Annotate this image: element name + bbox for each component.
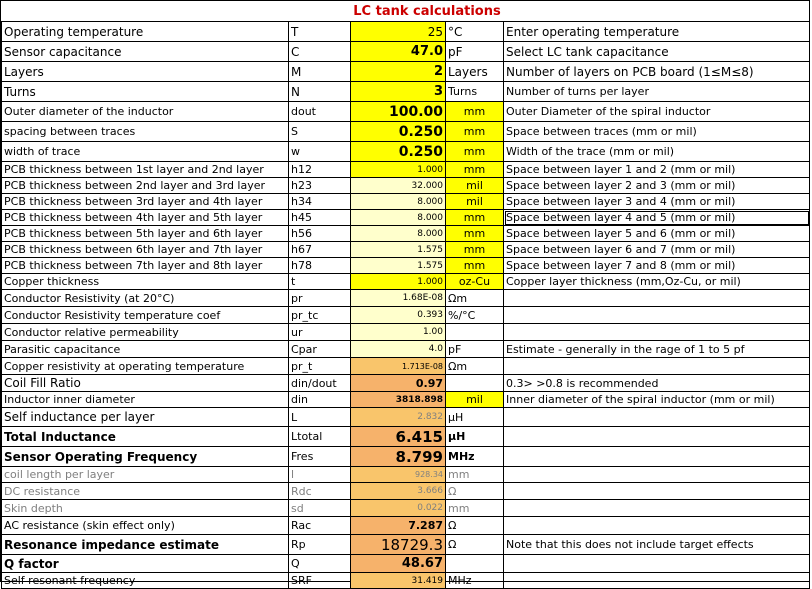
note-cell[interactable]: Enter operating temperature [504, 22, 810, 42]
unit-select[interactable]: mil [446, 178, 504, 194]
label-cell[interactable]: Parasitic capacitance [2, 341, 289, 358]
unit-cell[interactable]: μH [446, 408, 504, 427]
unit-cell[interactable]: pF [446, 341, 504, 358]
value-cell[interactable]: 48.67 [351, 555, 446, 573]
row-outer-diameter [2, 102, 810, 122]
symbol-cell[interactable]: S [289, 122, 351, 142]
row-operating-frequency [2, 447, 810, 467]
note-cell[interactable] [504, 555, 810, 573]
label-cell[interactable]: PCB thickness between 3rd layer and 4th layer [2, 194, 289, 210]
symbol-cell[interactable]: ur [289, 324, 351, 341]
unit-select[interactable]: mil [446, 392, 504, 408]
note-cell[interactable]: Space between traces (mm or mil) [504, 122, 810, 142]
label-cell[interactable]: Conductor relative permeability [2, 324, 289, 341]
value-input[interactable]: 3 [351, 82, 446, 102]
symbol-cell[interactable]: Q [289, 555, 351, 573]
row-conductor-resistivity [2, 290, 810, 307]
unit-cell[interactable] [446, 375, 504, 392]
label-cell[interactable]: Conductor Resistivity temperature coef [2, 307, 289, 324]
row-sensor-capacitance [2, 42, 810, 62]
symbol-cell[interactable]: L [289, 408, 351, 427]
note-cell[interactable]: Space between layer 5 and 6 (mm or mil) [504, 226, 810, 242]
symbol-cell[interactable]: Cpar [289, 341, 351, 358]
symbol-cell[interactable]: dout [289, 102, 351, 122]
unit-cell[interactable]: Ω [446, 483, 504, 500]
note-cell[interactable] [504, 483, 810, 500]
note-cell[interactable]: Space between layer 2 and 3 (mm or mil) [504, 178, 810, 194]
row-operating-temperature [2, 22, 810, 42]
symbol-cell[interactable]: t [289, 274, 351, 290]
value-cell[interactable]: 2.832 [351, 408, 446, 427]
unit-cell[interactable] [446, 555, 504, 573]
note-cell[interactable]: Copper layer thickness (mm,Oz-Cu, or mil) [504, 274, 810, 290]
note-cell[interactable]: Width of the trace (mm or mil) [504, 142, 810, 162]
unit-cell[interactable]: Ω [446, 517, 504, 535]
label-cell[interactable]: Turns [2, 82, 289, 102]
row-trace-width [2, 142, 810, 162]
note-cell[interactable]: Space between layer 6 and 7 (mm or mil) [504, 242, 810, 258]
title-row [1, 1, 809, 21]
label-cell[interactable]: PCB thickness between 1st layer and 2nd layer [2, 162, 289, 178]
note-cell[interactable]: Note that this does not include target effects [504, 535, 810, 555]
unit-select[interactable]: mil [446, 194, 504, 210]
row-h12 [2, 162, 810, 178]
value-input[interactable]: 1.575 [351, 242, 446, 258]
row-ac-resistance [2, 517, 810, 535]
unit-select[interactable]: mm [446, 122, 504, 142]
note-cell[interactable]: Number of layers on PCB board (1≤M≤8) [504, 62, 810, 82]
note-cell[interactable] [504, 324, 810, 341]
value-input[interactable]: 25 [351, 22, 446, 42]
symbol-cell[interactable]: pr_t [289, 358, 351, 375]
value-cell[interactable]: 31.419 [351, 573, 446, 589]
unit-cell[interactable]: pF [446, 42, 504, 62]
label-cell[interactable]: Sensor Operating Frequency [2, 447, 289, 467]
symbol-cell[interactable]: h34 [289, 194, 351, 210]
note-cell[interactable] [504, 427, 810, 447]
label-cell[interactable]: Self inductance per layer [2, 408, 289, 427]
note-cell[interactable] [504, 500, 810, 517]
note-cell-selected[interactable]: Space between layer 4 and 5 (mm or mil) [504, 210, 810, 226]
value-input[interactable]: 1.575 [351, 258, 446, 274]
row-h34 [2, 194, 810, 210]
note-cell[interactable]: Space between layer 3 and 4 (mm or mil) [504, 194, 810, 210]
value-cell[interactable]: 18729.3 [351, 535, 446, 555]
row-coil-length [2, 467, 810, 483]
value-cell[interactable]: 0.97 [351, 375, 446, 392]
note-cell[interactable]: Outer Diameter of the spiral inductor [504, 102, 810, 122]
row-h45 [2, 210, 810, 226]
note-cell[interactable]: 0.3> >0.8 is recommended [504, 375, 810, 392]
label-cell[interactable]: Layers [2, 62, 289, 82]
value-input[interactable]: 8.000 [351, 226, 446, 242]
label-cell[interactable]: Copper thickness [2, 274, 289, 290]
note-cell[interactable]: Space between layer 1 and 2 (mm or mil) [504, 162, 810, 178]
row-resonance-impedance [2, 535, 810, 555]
symbol-cell[interactable]: Rdc [289, 483, 351, 500]
label-cell[interactable]: PCB thickness between 2nd layer and 3rd layer [2, 178, 289, 194]
note-cell[interactable] [504, 517, 810, 535]
symbol-cell[interactable]: din [289, 392, 351, 408]
unit-cell[interactable]: °C [446, 22, 504, 42]
value-input[interactable]: 8.000 [351, 210, 446, 226]
label-cell[interactable]: AC resistance (skin effect only) [2, 517, 289, 535]
value-cell[interactable]: 0.393 [351, 307, 446, 324]
value-input[interactable]: 8.000 [351, 194, 446, 210]
unit-cell[interactable]: Layers [446, 62, 504, 82]
unit-cell[interactable]: MHz [446, 573, 504, 589]
value-input[interactable]: 0.250 [351, 142, 446, 162]
note-cell[interactable]: Inner diameter of the spiral inductor (mm or mil) [504, 392, 810, 408]
symbol-cell[interactable]: M [289, 62, 351, 82]
symbol-cell[interactable]: h12 [289, 162, 351, 178]
symbol-cell[interactable]: h67 [289, 242, 351, 258]
label-cell[interactable]: Operating temperature [2, 22, 289, 42]
label-cell[interactable]: PCB thickness between 4th layer and 5th layer [2, 210, 289, 226]
sheet-title[interactable]: LC tank calculations [353, 4, 501, 19]
unit-cell[interactable]: Ωm [446, 358, 504, 375]
value-cell[interactable]: 928.34 [351, 467, 446, 483]
row-dc-resistance [2, 483, 810, 500]
value-input[interactable]: 2 [351, 62, 446, 82]
row-self-inductance [2, 408, 810, 427]
calc-table [1, 21, 810, 589]
unit-cell[interactable]: Turns [446, 82, 504, 102]
symbol-cell[interactable]: C [289, 42, 351, 62]
symbol-cell[interactable]: Rp [289, 535, 351, 555]
label-cell[interactable]: width of trace [2, 142, 289, 162]
row-h23 [2, 178, 810, 194]
value-input[interactable]: 0.250 [351, 122, 446, 142]
label-cell[interactable]: DC resistance [2, 483, 289, 500]
value-cell[interactable]: 4.0 [351, 341, 446, 358]
value-cell[interactable]: 1.713E-08 [351, 358, 446, 375]
unit-select[interactable]: mm [446, 226, 504, 242]
value-cell[interactable]: 0.022 [351, 500, 446, 517]
label-cell[interactable]: Self resonant frequency [2, 573, 289, 589]
label-cell[interactable]: Inductor inner diameter [2, 392, 289, 408]
row-trace-spacing [2, 122, 810, 142]
label-cell[interactable]: Resonance impedance estimate [2, 535, 289, 555]
value-input[interactable]: 32.000 [351, 178, 446, 194]
unit-select[interactable]: oz-Cu [446, 274, 504, 290]
symbol-cell[interactable]: sd [289, 500, 351, 517]
unit-cell[interactable]: mm [446, 467, 504, 483]
note-cell[interactable]: Select LC tank capacitance [504, 42, 810, 62]
row-turns [2, 82, 810, 102]
unit-cell[interactable]: Ωm [446, 290, 504, 307]
unit-cell[interactable]: μH [446, 427, 504, 447]
label-cell[interactable]: PCB thickness between 5th layer and 6th layer [2, 226, 289, 242]
note-cell[interactable] [504, 358, 810, 375]
unit-cell[interactable]: mm [446, 500, 504, 517]
row-copper-thickness [2, 274, 810, 290]
value-cell[interactable]: 1.68E-08 [351, 290, 446, 307]
note-cell[interactable] [504, 467, 810, 483]
label-cell[interactable]: Q factor [2, 555, 289, 573]
label-cell[interactable]: spacing between traces [2, 122, 289, 142]
value-cell[interactable]: 6.415 [351, 427, 446, 447]
symbol-cell[interactable]: h45 [289, 210, 351, 226]
value-input[interactable]: 47.0 [351, 42, 446, 62]
row-skin-depth [2, 500, 810, 517]
row-parasitic-capacitance [2, 341, 810, 358]
symbol-cell[interactable]: T [289, 22, 351, 42]
note-cell[interactable] [504, 447, 810, 467]
symbol-cell[interactable]: din/dout [289, 375, 351, 392]
note-cell[interactable] [504, 290, 810, 307]
unit-select[interactable]: mm [446, 242, 504, 258]
row-copper-resistivity-op [2, 358, 810, 375]
note-cell[interactable]: Number of turns per layer [504, 82, 810, 102]
symbol-cell[interactable]: Rac [289, 517, 351, 535]
unit-select[interactable]: mm [446, 258, 504, 274]
unit-select[interactable]: mm [446, 210, 504, 226]
value-cell[interactable]: 1.00 [351, 324, 446, 341]
symbol-cell[interactable]: N [289, 82, 351, 102]
unit-select[interactable]: mm [446, 102, 504, 122]
row-h56 [2, 226, 810, 242]
label-cell[interactable]: PCB thickness between 6th layer and 7th layer [2, 242, 289, 258]
symbol-cell[interactable]: pr_tc [289, 307, 351, 324]
symbol-cell[interactable]: h23 [289, 178, 351, 194]
label-cell[interactable]: Outer diameter of the inductor [2, 102, 289, 122]
label-cell[interactable]: Coil Fill Ratio [2, 375, 289, 392]
row-self-resonant-frequency [2, 573, 810, 589]
label-cell[interactable]: Copper resistivity at operating temperature [2, 358, 289, 375]
row-coil-fill-ratio [2, 375, 810, 392]
unit-cell[interactable]: MHz [446, 447, 504, 467]
row-total-inductance [2, 427, 810, 447]
unit-select[interactable]: mm [446, 142, 504, 162]
row-inner-diameter [2, 392, 810, 408]
label-cell[interactable]: Sensor capacitance [2, 42, 289, 62]
unit-cell[interactable] [446, 324, 504, 341]
note-cell[interactable] [504, 408, 810, 427]
label-cell[interactable]: PCB thickness between 7th layer and 8th layer [2, 258, 289, 274]
label-cell[interactable]: Skin depth [2, 500, 289, 517]
label-cell[interactable]: coil length per layer [2, 467, 289, 483]
symbol-cell[interactable]: h56 [289, 226, 351, 242]
value-input[interactable]: 1.000 [351, 274, 446, 290]
unit-cell[interactable]: %/°C [446, 307, 504, 324]
symbol-cell[interactable]: h78 [289, 258, 351, 274]
value-cell[interactable]: 3.666 [351, 483, 446, 500]
row-resistivity-temp-coef [2, 307, 810, 324]
note-cell[interactable] [504, 307, 810, 324]
value-cell[interactable]: 7.287 [351, 517, 446, 535]
value-input[interactable]: 1.000 [351, 162, 446, 178]
row-h67 [2, 242, 810, 258]
symbol-cell[interactable]: l [289, 467, 351, 483]
value-cell[interactable]: 3818.898 [351, 392, 446, 408]
value-cell[interactable]: 8.799 [351, 447, 446, 467]
unit-cell[interactable]: Ω [446, 535, 504, 555]
row-layers [2, 62, 810, 82]
row-relative-permeability [2, 324, 810, 341]
symbol-cell[interactable]: pr [289, 290, 351, 307]
symbol-cell[interactable]: Ltotal [289, 427, 351, 447]
value-input[interactable]: 100.00 [351, 102, 446, 122]
symbol-cell[interactable]: Fres [289, 447, 351, 467]
row-q-factor [2, 555, 810, 573]
note-cell[interactable]: Estimate - generally in the rage of 1 to 5 pf [504, 341, 810, 358]
symbol-cell[interactable]: SRF [289, 573, 351, 589]
label-cell[interactable]: Total Inductance [2, 427, 289, 447]
symbol-cell[interactable]: w [289, 142, 351, 162]
note-cell[interactable] [504, 573, 810, 589]
note-cell[interactable]: Space between layer 7 and 8 (mm or mil) [504, 258, 810, 274]
row-h78 [2, 258, 810, 274]
unit-select[interactable]: mm [446, 162, 504, 178]
label-cell[interactable]: Conductor Resistivity (at 20°C) [2, 290, 289, 307]
